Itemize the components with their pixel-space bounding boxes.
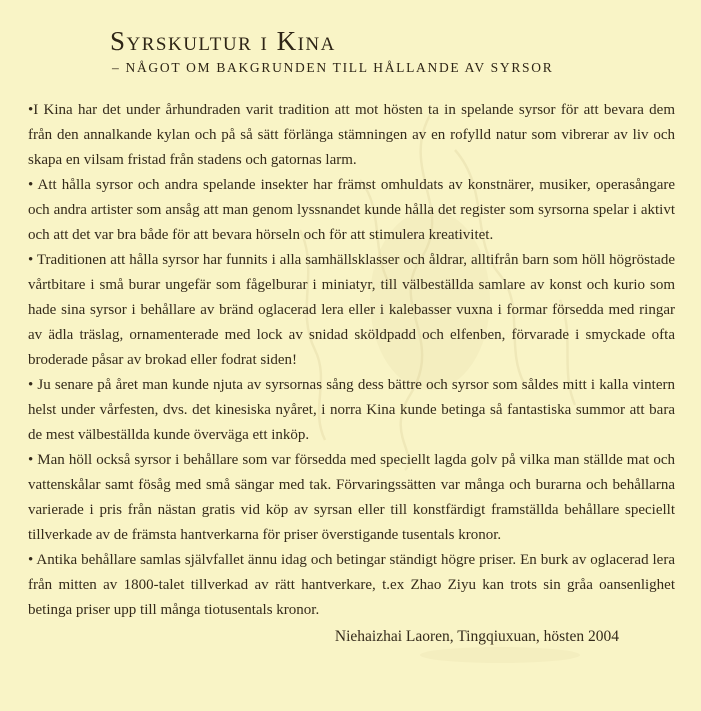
paragraph-social-classes: • Traditionen att hålla syrsor har funnits i alla samhällsklasser och åldrar, alltifrån barn som höll högröstade vårtbitare i små burar ungefär som fågelburar i miniatyr, till välbeställda samlare av konst och kurio som hade sina syrsor i behållare av bränd oglacerad lera eller i kalebasser vuxna i formar försedda med ringar av ädla träslag, ornamenterade med lock av snidad sköldpadd och elfenben, förvarade i smyckade ofta broderade påsar av brokad eller fodrat siden!	[28, 252, 675, 368]
paragraph-containers: • Man höll också syrsor i behållare som var försedda med speciellt lagda golv på vilka man ställde mat och vattenskålar samt fösåg med små sängar med tak. Förvaringssätten var många och burarna och behållarna varierade i pris från nästan gratis vid köp av syrsan eller till konstfärdigt framställda behållare speciellt tillverkade av de främsta hantverkarna för priser överstigande tusentals kronor.	[28, 452, 675, 543]
document-subtitle: – NÅGOT OM BAKGRUNDEN TILL HÅLLANDE AV SYRSOR	[112, 60, 554, 75]
document-body	[28, 98, 675, 650]
document-header	[110, 26, 701, 76]
signature-line: Niehaizhai Laoren, Tingqiuxuan, hösten 2004	[334, 628, 619, 645]
document-title: Syrskultur i Kina	[110, 26, 336, 56]
paragraph-artists: • Att hålla syrsor och andra spelande insekter har främst omhuldats av konstnärer, musiker, operasångare och andra artister som ansåg att man genom lyssnandet kunde hålla det register som syrsorna spelar i aktivt och att det var bra både för att bevara hörseln och för att stimulera kreativitet.	[28, 177, 675, 243]
paragraph-tradition-intro: •I Kina har det under århundraden varit tradition att mot hösten ta in spelande syrsor för att bevara dem från den annalkande kylan och på så sätt förlänga stämningen av en rofylld natur som vibrerar av liv och skapa en vilsam fristad från stadens och gatornas larm.	[28, 102, 675, 168]
document-content	[0, 26, 701, 650]
paragraph-winter-prices: • Ju senare på året man kunde njuta av syrsornas sång dess bättre och syrsor som såldes mitt i kalla vintern helst under vårfesten, dvs. det kinesiska nyåret, i norra Kina kunde betinga så fantastiska summor att bara de mest välbeställda kunde överväga ett inköp.	[28, 377, 675, 443]
paragraph-antiques: • Antika behållare samlas självfallet ännu idag och betingar ständigt högre priser. En burk av oglacerad lera från mitten av 1800-talet tillverkad av rätt hantverkare, t.ex Zhao Ziyu kan trots sin gråa oansenlighet betinga priser upp till många tiotusentals kronor.	[28, 552, 675, 618]
